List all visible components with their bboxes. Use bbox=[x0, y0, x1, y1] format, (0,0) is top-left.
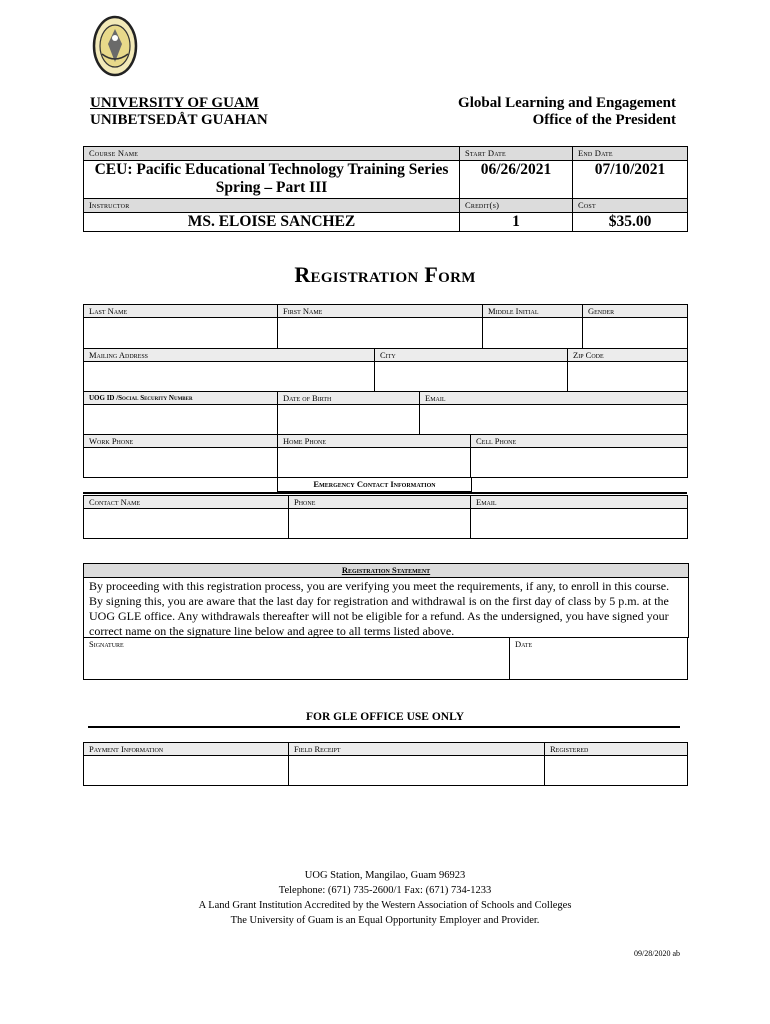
uog-id-field[interactable] bbox=[84, 392, 278, 435]
name-row bbox=[83, 304, 688, 349]
course-name-line2: Spring – Part III bbox=[215, 179, 328, 196]
course-name-label: Course Name bbox=[84, 147, 460, 161]
middle-initial-field[interactable] bbox=[483, 305, 583, 349]
signature-field[interactable] bbox=[84, 638, 510, 680]
home-phone-field[interactable] bbox=[278, 435, 471, 478]
contact-phone-field[interactable] bbox=[289, 496, 471, 539]
office-name: Office of the President bbox=[532, 112, 676, 128]
footer-accreditation: A Land Grant Institution Accredited by the Western Association of Schools and Colleges bbox=[198, 900, 572, 911]
work-phone-field[interactable] bbox=[84, 435, 278, 478]
gender-label: Gender bbox=[583, 305, 687, 318]
signature-row bbox=[83, 637, 688, 680]
footer-telephone: Telephone: (671) 735-2600/1 Fax: (671) 734-1233 bbox=[278, 885, 492, 896]
city-field[interactable] bbox=[375, 349, 568, 392]
first-name-label: First Name bbox=[278, 305, 482, 318]
identity-row bbox=[83, 391, 688, 435]
date-of-birth-label: Date of Birth bbox=[278, 392, 419, 405]
work-phone-label: Work Phone bbox=[84, 435, 277, 448]
office-use-divider bbox=[88, 726, 680, 728]
course-name-line1: CEU: Pacific Educational Technology Training Series bbox=[94, 161, 449, 178]
contact-email-label: Email bbox=[471, 496, 687, 509]
field-receipt-field[interactable] bbox=[289, 743, 545, 786]
registered-label: Registered bbox=[545, 743, 687, 756]
instructor-label: Instructor bbox=[84, 199, 460, 213]
cell-phone-field[interactable] bbox=[471, 435, 688, 478]
registration-statement-title: Registration Statement bbox=[83, 563, 689, 578]
instructor-value: MS. ELOISE SANCHEZ bbox=[84, 213, 460, 232]
start-date-value: 06/26/2021 bbox=[460, 161, 573, 199]
zip-code-label: Zip Code bbox=[568, 349, 687, 362]
emergency-divider bbox=[83, 492, 687, 494]
uog-id-label: UOG ID /Social Security Number bbox=[84, 392, 277, 405]
field-receipt-label: Field Receipt bbox=[289, 743, 544, 756]
start-date-label: Start Date bbox=[460, 147, 573, 161]
signature-label: Signature bbox=[89, 639, 124, 649]
office-use-title: FOR GLE OFFICE USE ONLY bbox=[305, 711, 465, 723]
last-name-field[interactable] bbox=[84, 305, 278, 349]
emergency-contact-title: Emergency Contact Information bbox=[277, 478, 472, 492]
university-name-chamorro: UNIBETSEDÅT GUAHAN bbox=[90, 112, 268, 128]
mailing-address-field[interactable] bbox=[84, 349, 375, 392]
emergency-contact-row bbox=[83, 495, 688, 539]
university-seal-icon bbox=[92, 14, 138, 78]
contact-name-label: Contact Name bbox=[84, 496, 288, 509]
registration-statement-text: By proceeding with this registration process, you are verifying you meet the requirements, if any, to enroll in this course. By signing this, you are aware that the last day for registration and withdrawal is on the first day of class by 5 p.m. at the UOG GLE office. Any withdrawals thereafter will not be eligible for a refund. As the undersigned, you have signed your correct name on the signature line below and agree to all terms listed above. bbox=[83, 577, 689, 638]
end-date-label: End Date bbox=[573, 147, 688, 161]
signature-date-label: Date bbox=[515, 639, 533, 649]
city-label: City bbox=[375, 349, 567, 362]
address-row bbox=[83, 348, 688, 392]
office-use-row bbox=[83, 742, 688, 786]
footer-equal-opportunity: The University of Guam is an Equal Opportunity Employer and Provider. bbox=[230, 915, 540, 926]
revision-date: 09/28/2020 ab bbox=[634, 949, 680, 958]
cell-phone-label: Cell Phone bbox=[471, 435, 687, 448]
end-date-value: 07/10/2021 bbox=[573, 161, 688, 199]
payment-information-label: Payment Information bbox=[84, 743, 288, 756]
cost-value: $35.00 bbox=[573, 213, 688, 232]
payment-information-field[interactable] bbox=[84, 743, 289, 786]
footer-address: UOG Station, Mangilao, Guam 96923 bbox=[304, 870, 466, 881]
credits-value: 1 bbox=[460, 213, 573, 232]
contact-email-field[interactable] bbox=[471, 496, 688, 539]
contact-phone-label: Phone bbox=[289, 496, 470, 509]
email-field[interactable] bbox=[420, 392, 688, 435]
cost-label: Cost bbox=[573, 199, 688, 213]
last-name-label: Last Name bbox=[84, 305, 277, 318]
zip-code-field[interactable] bbox=[568, 349, 688, 392]
gender-field[interactable] bbox=[583, 305, 688, 349]
phone-row bbox=[83, 434, 688, 478]
home-phone-label: Home Phone bbox=[278, 435, 470, 448]
date-of-birth-field[interactable] bbox=[278, 392, 420, 435]
signature-date-field[interactable] bbox=[510, 638, 688, 680]
department-name: Global Learning and Engagement bbox=[458, 95, 676, 111]
university-name: UNIVERSITY OF GUAM bbox=[90, 95, 259, 111]
course-info-table bbox=[83, 146, 688, 232]
mailing-address-label: Mailing Address bbox=[84, 349, 374, 362]
form-title: Registration Form bbox=[294, 262, 476, 287]
contact-name-field[interactable] bbox=[84, 496, 289, 539]
first-name-field[interactable] bbox=[278, 305, 483, 349]
credits-label: Credit(s) bbox=[460, 199, 573, 213]
course-name-value bbox=[84, 161, 460, 199]
middle-initial-label: Middle Initial bbox=[483, 305, 582, 318]
registered-field[interactable] bbox=[545, 743, 688, 786]
email-label: Email bbox=[420, 392, 687, 405]
